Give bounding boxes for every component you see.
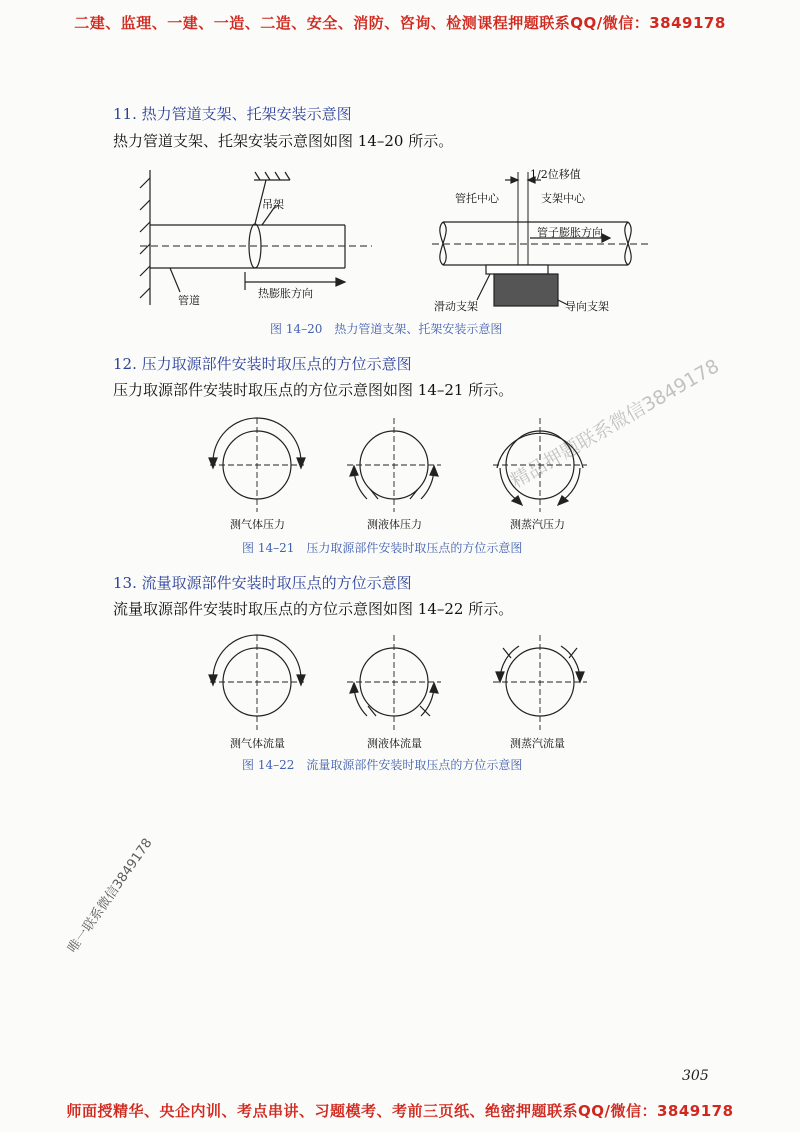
watermark-diagonal: 精品押题联系微信3849178 bbox=[507, 355, 723, 493]
page-number: 305 bbox=[682, 1068, 709, 1084]
figure-14-22-caption: 图 14–22 流量取源部件安装时取压点的方位示意图 bbox=[242, 758, 523, 772]
label-hanger: 吊架 bbox=[262, 198, 284, 211]
label-guide-support: 导向支架 bbox=[565, 300, 609, 313]
figure-14-20-caption: 图 14–20 热力管道支架、托架安装示意图 bbox=[270, 322, 503, 336]
label-steam-flow: 测蒸汽流量 bbox=[510, 737, 565, 750]
label-liquid-pressure: 测液体压力 bbox=[367, 518, 422, 531]
label-liquid-flow: 测液体流量 bbox=[367, 737, 422, 750]
section-12-heading: 12. 压力取源部件安装时取压点的方位示意图 bbox=[113, 355, 412, 373]
label-gas-flow: 测气体流量 bbox=[230, 737, 285, 750]
label-sliding-support: 滑动支架 bbox=[434, 300, 478, 313]
label-steam-pressure: 测蒸汽压力 bbox=[510, 518, 565, 531]
label-pipe-support-center: 管托中心 bbox=[455, 192, 499, 205]
label-gas-pressure: 测气体压力 bbox=[230, 518, 285, 531]
section-13-heading: 13. 流量取源部件安装时取压点的方位示意图 bbox=[113, 574, 412, 592]
section-12-paragraph: 压力取源部件安装时取压点的方位示意图如图 14–21 所示。 bbox=[113, 381, 514, 399]
label-bracket-center: 支架中心 bbox=[541, 192, 585, 205]
label-thermal-direction: 热膨胀方向 bbox=[258, 287, 313, 300]
section-11-paragraph: 热力管道支架、托架安装示意图如图 14–20 所示。 bbox=[113, 132, 454, 150]
label-pipe: 管道 bbox=[178, 294, 200, 307]
bottom-banner: 师面授精华、央企内训、考点串讲、习题模考、考前三页纸、绝密押题联系QQ/微信：3849178 bbox=[66, 1102, 734, 1120]
label-half-shift: 1/2位移值 bbox=[530, 168, 581, 181]
label-pipe-expansion-direction: 管子膨胀方向 bbox=[537, 226, 603, 239]
section-13-paragraph: 流量取源部件安装时取压点的方位示意图如图 14–22 所示。 bbox=[113, 600, 514, 618]
section-11-heading: 11. 热力管道支架、托架安装示意图 bbox=[113, 105, 352, 123]
watermark-left: 唯一联系微信3849178 bbox=[65, 835, 156, 956]
figure-14-21-caption: 图 14–21 压力取源部件安装时取压点的方位示意图 bbox=[242, 541, 523, 555]
top-banner: 二建、监理、一建、一造、二造、安全、消防、咨询、检测课程押题联系QQ/微信：3849178 bbox=[74, 14, 726, 32]
